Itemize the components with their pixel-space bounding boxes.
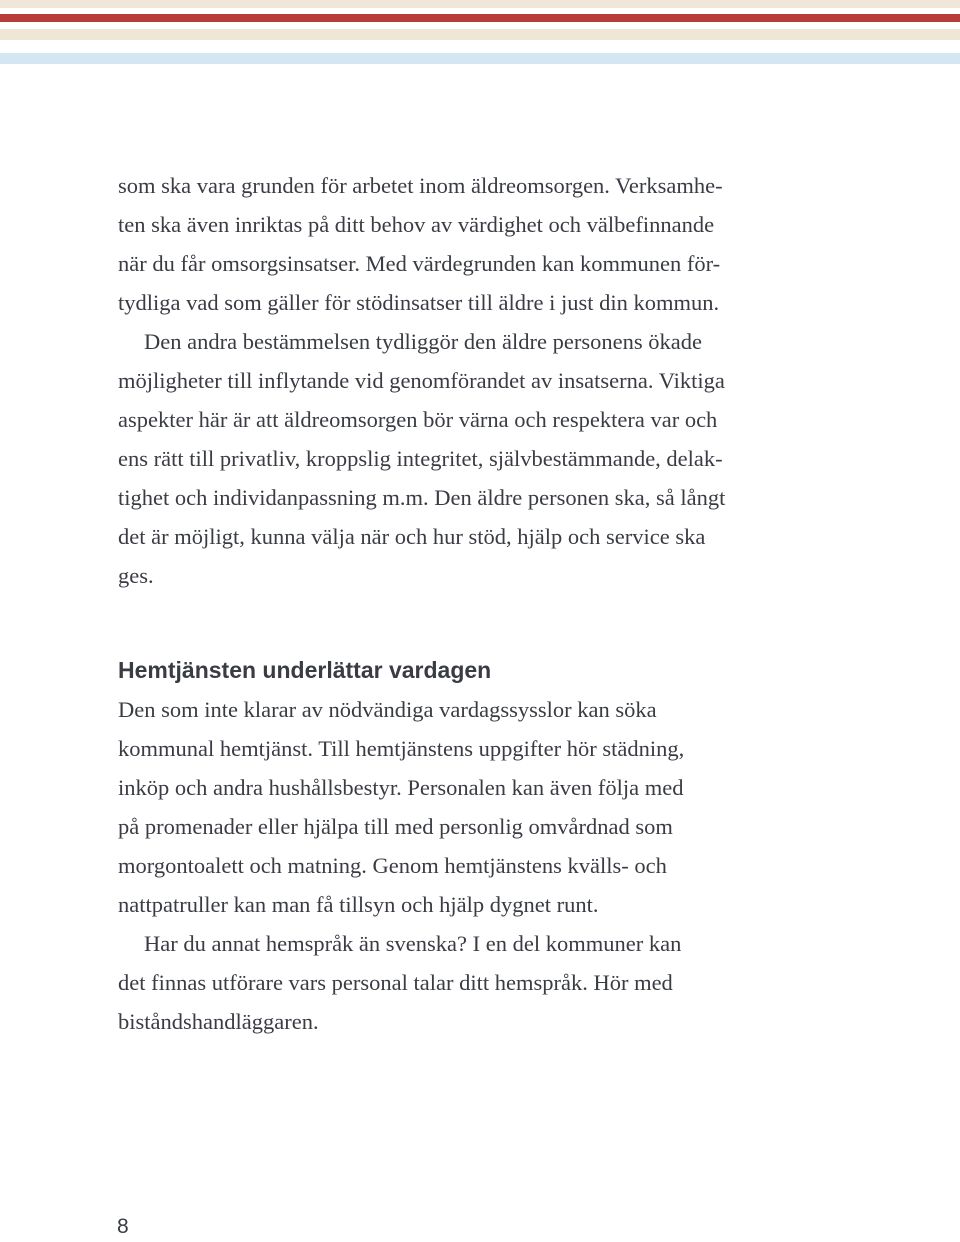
header-stripe-cream-top xyxy=(0,0,960,8)
body-paragraph-1: som ska vara grunden för arbetet inom äldreomsorgen. Verksamhe- ten ska även inriktas på ditt behov av värdighet och välbefinnande när du får omsorgsinsatser. Med värdegrunden kan kommunen för- tydliga vad som gäller för stödinsatser till äldre i just din kommun. xyxy=(118,173,723,315)
page-content xyxy=(118,166,858,1041)
page-number: 8 xyxy=(117,1215,129,1238)
section-paragraph-2: Har du annat hemspråk än svenska? I en del kommuner kan det finnas utförare vars personal talar ditt hemspråk. Hör med biståndshandläggaren. xyxy=(118,931,682,1034)
header-stripe-cream xyxy=(0,29,960,40)
header-stripe-blue xyxy=(0,53,960,64)
section-body xyxy=(118,690,858,1041)
header-stripe-red xyxy=(0,14,960,22)
body-paragraph-2: Den andra bestämmelsen tydliggör den äldre personens ökade möjligheter till inflytande vid genomförandet av insatserna. Viktiga aspekter här är att äldreomsorgen bör värna och respektera var och ens rätt till privatliv, kroppslig integritet, självbestämmande, delak- tighet och individanpassning m.m. Den äldre personen ska, så långt det är möjligt, kunna välja när och hur stöd, hjälp och service ska ges. xyxy=(118,329,726,588)
section-heading: Hemtjänsten underlättar vardagen xyxy=(118,657,492,683)
section-paragraph-1: Den som inte klarar av nödvändiga vardagssysslor kan söka kommunal hemtjänst. Till hemtjänstens uppgifter hör städning, inköp och andra hushållsbestyr. Personalen kan även följa med på promenader eller hjälpa till med personlig omvårdnad som morgontoalett och matning. Genom hemtjänstens kvälls- och nattpatruller kan man få tillsyn och hjälp dygnet runt. xyxy=(118,697,685,917)
